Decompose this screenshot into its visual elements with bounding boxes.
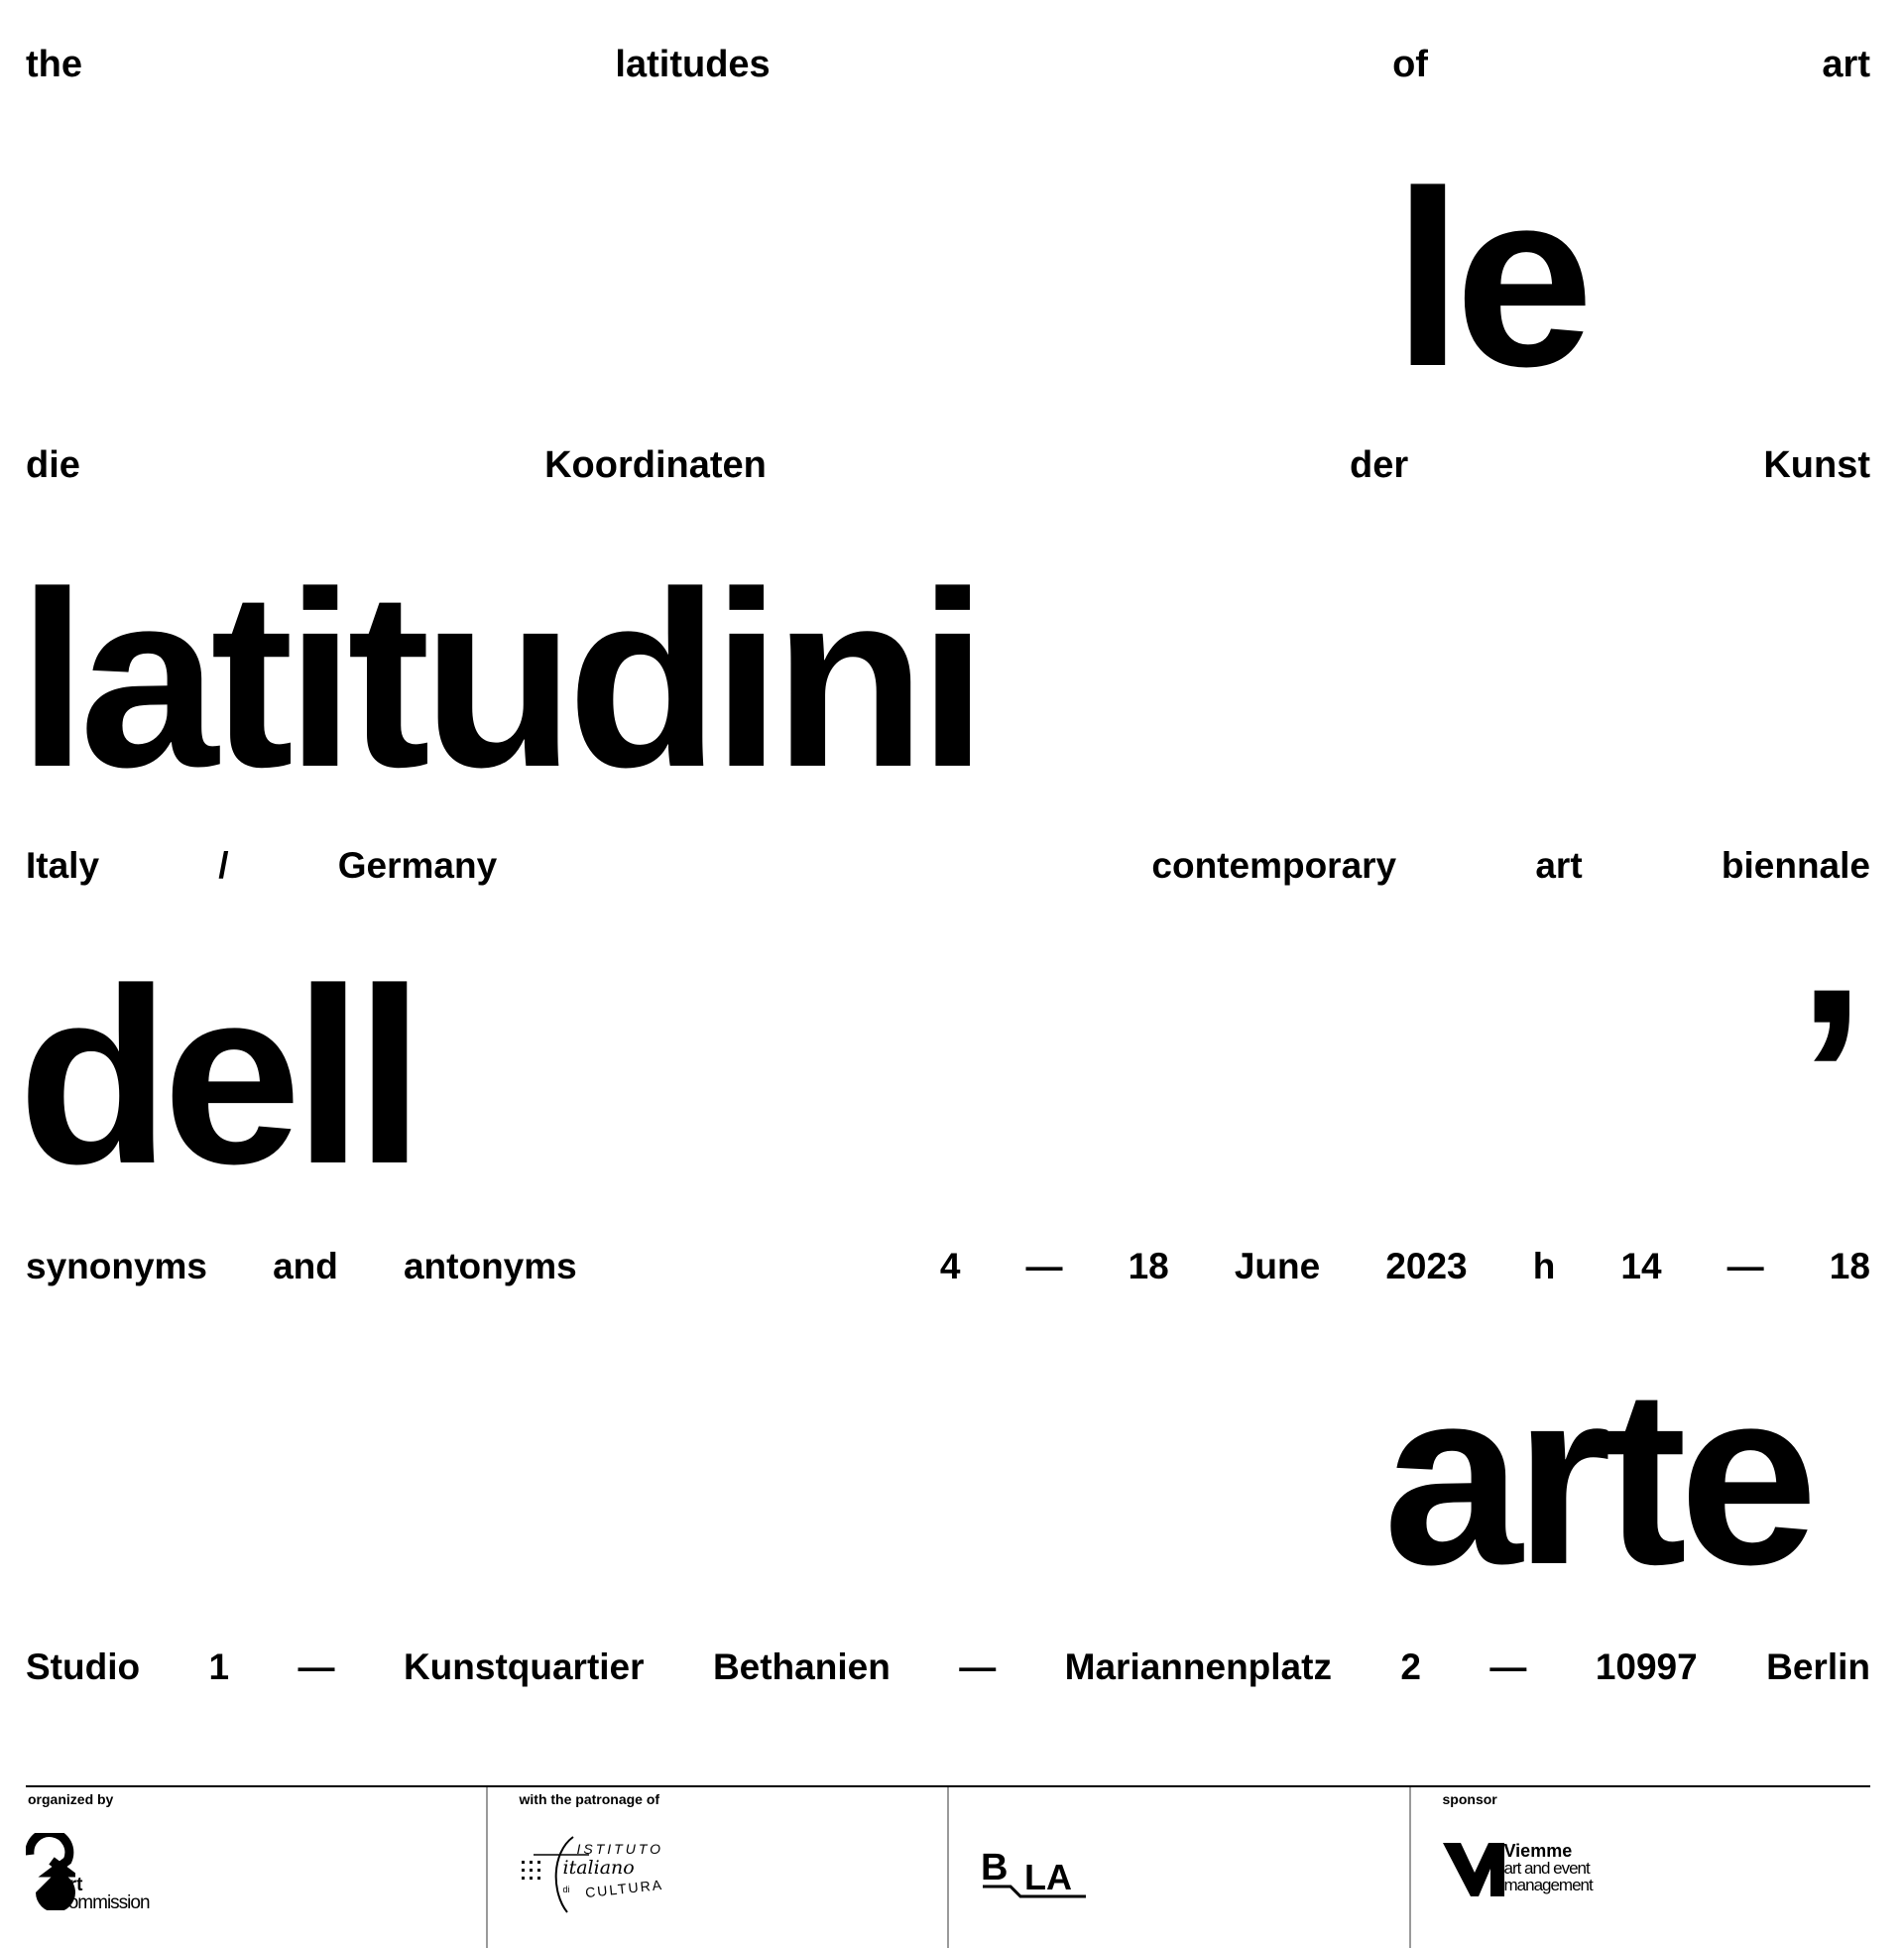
bla-la: LA xyxy=(1024,1857,1072,1897)
col-organized-by xyxy=(26,1787,486,1948)
month: June xyxy=(1234,1246,1321,1286)
title-le: le xyxy=(1393,140,1587,419)
viemme-icon xyxy=(1443,1843,1508,1896)
subtitle-dates xyxy=(26,1246,1870,1287)
tagline-german xyxy=(26,444,1870,487)
title-dell: dell xyxy=(18,937,417,1216)
word-of: of xyxy=(1392,44,1428,85)
title-arte: arte xyxy=(1383,1338,1811,1617)
word-italy: Italy xyxy=(26,845,100,886)
bla-logo xyxy=(981,1847,1100,1906)
sponsor-label: sponsor xyxy=(1442,1791,1497,1807)
word-germany: Germany xyxy=(337,845,498,886)
iic-line-3: CULTURA xyxy=(583,1876,664,1901)
iic-line-2: italiano xyxy=(562,1857,635,1879)
word-biennale: biennale xyxy=(1721,845,1870,886)
hours-h: h xyxy=(1532,1246,1556,1286)
word-der: der xyxy=(1350,444,1409,486)
col-sponsor xyxy=(1409,1787,1871,1948)
word-art-2: art xyxy=(1535,845,1583,886)
col-patronage xyxy=(486,1787,948,1948)
word-kunst: Kunst xyxy=(1763,444,1870,486)
word-contemporary: contemporary xyxy=(1151,845,1397,886)
dash-5: — xyxy=(1489,1646,1527,1687)
art-commission-logo xyxy=(26,1833,224,1912)
studio-number: 1 xyxy=(208,1646,230,1687)
art-commission-text-1: Art xyxy=(56,1875,83,1895)
bla-underline-icon xyxy=(981,1883,1090,1902)
venue-address xyxy=(26,1646,1870,1688)
col-bla xyxy=(947,1787,1409,1948)
word-art: art xyxy=(1822,44,1870,85)
word-studio: Studio xyxy=(26,1646,141,1687)
slash: / xyxy=(218,845,229,886)
hour-start: 14 xyxy=(1620,1246,1662,1286)
viemme-name: Viemme xyxy=(1503,1841,1573,1861)
patronage-label: with the patronage of xyxy=(519,1791,660,1807)
footer-credits xyxy=(26,1785,1870,1948)
street-number: 2 xyxy=(1400,1646,1421,1687)
hour-end: 18 xyxy=(1829,1246,1870,1286)
title-apostrophe: ’ xyxy=(1797,937,1859,1216)
art-commission-text-2: Commission xyxy=(56,1892,150,1913)
dash-2: — xyxy=(1726,1246,1764,1286)
subtitle-countries xyxy=(26,845,1870,887)
dash: — xyxy=(1025,1246,1063,1286)
iic-logo xyxy=(520,1833,688,1916)
viemme-logo xyxy=(1443,1843,1641,1912)
dash-4: — xyxy=(959,1646,997,1687)
word-koordinaten: Koordinaten xyxy=(544,444,767,486)
word-die: die xyxy=(26,444,80,486)
tagline-english xyxy=(26,44,1870,86)
word-synonyms: synonyms xyxy=(26,1246,208,1286)
dash-3: — xyxy=(298,1646,335,1687)
word-bethanien: Bethanien xyxy=(712,1646,891,1687)
word-the: the xyxy=(26,44,82,85)
word-antonyms: antonyms xyxy=(403,1246,577,1286)
year: 2023 xyxy=(1385,1246,1468,1286)
viemme-line-2: art and event xyxy=(1503,1859,1590,1878)
bla-b: B xyxy=(981,1847,1009,1888)
word-kunstquartier: Kunstquartier xyxy=(403,1646,645,1687)
date-start: 4 xyxy=(939,1246,961,1286)
date-end: 18 xyxy=(1128,1246,1169,1286)
organized-by-label: organized by xyxy=(28,1791,114,1807)
viemme-line-3: management xyxy=(1503,1876,1593,1894)
iic-line-1: ISTITUTO xyxy=(576,1841,664,1857)
title-latitudini: latitudini xyxy=(18,541,980,819)
word-and: and xyxy=(273,1246,338,1286)
word-berlin: Berlin xyxy=(1766,1646,1870,1687)
word-latitudes: latitudes xyxy=(615,44,771,85)
iic-di: di xyxy=(562,1885,570,1894)
word-mariannenplatz: Mariannenplatz xyxy=(1064,1646,1332,1687)
postal-code: 10997 xyxy=(1595,1646,1698,1687)
